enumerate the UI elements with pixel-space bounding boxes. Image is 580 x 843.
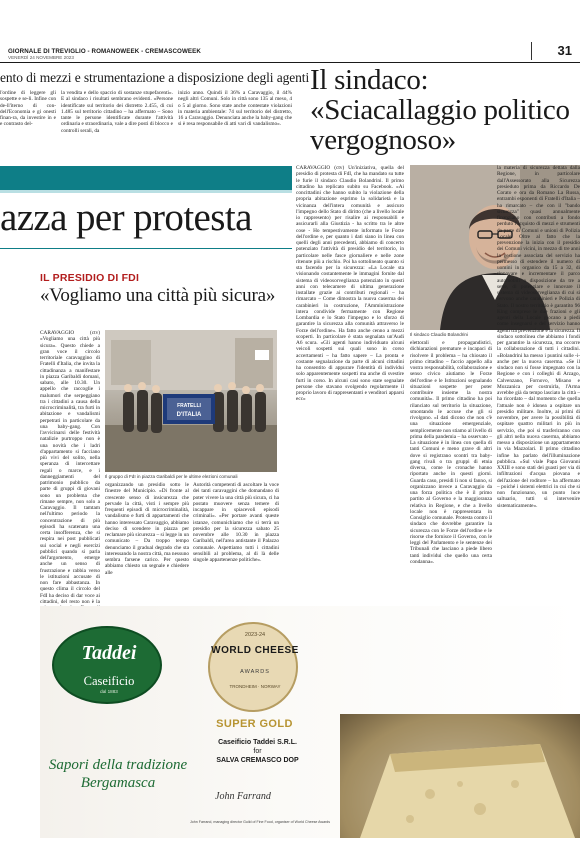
continuing-col-1-text: l'ordine di leggere gli sospette e se-li. Infine con de-ll'iterno di con-dell'Economia e gi onesti finan-ra, da investire in e e contrasto del- [0, 90, 56, 128]
world-cheese-awards-seal [208, 622, 298, 712]
protest-col-2-text: organizzando un presidio sotto le finestre del Municipio. «Di fronte al crescente senso di insicurezza che pervade la città, visti i sempre più frequenti episodi di microcriminalità, vandalismo e furti di appartamenti che hanno interessato Caravaggio, abbiamo deciso di scendere in piazza per reclamare più sicurezza – si legge in un comunicato – Da troppo tempo denunciamo il gradual degrado che sta interessando la nostra città, ma nessuno sembra farsene carico. Per questo abbiamo chiesto un segnale e chiedere alle [105, 482, 189, 576]
taddei-advertisement[interactable] [40, 606, 580, 838]
taddei-logo [52, 626, 162, 704]
protest-big-headline: azza per protesta [0, 196, 252, 239]
ad-product: SALVA CREMASCO DOP [216, 757, 299, 764]
protest-col-2 [105, 482, 189, 602]
sindaco-col-3 [497, 165, 580, 603]
continuing-headline: ento di mezzi e strumentazione a disposizione degli agenti [0, 70, 310, 85]
protest-col-3 [193, 482, 279, 602]
protest-kicker: IL PRESIDIO DI FDI [40, 272, 140, 284]
fdi-group-photo [105, 330, 277, 472]
award-location: TRONDHEIM · NORWAY [229, 684, 281, 689]
logo-since: dal 1883 [100, 689, 118, 694]
sindaco-col-1 [296, 165, 404, 603]
logo-brand: Taddei [81, 642, 137, 664]
protest-col-1 [40, 330, 100, 605]
header-rule [0, 62, 580, 63]
fdi-photo-illustration [105, 330, 277, 472]
award-year: 2023-24 [244, 632, 266, 638]
sindaco-col-1-text: CARAVAGGIO (ctv) Un'iniziativa, quella del presidio di protesta di FdI, che ha mandato su tutte le furie il sindaco Claudio Bolandrini. Il primo cittadino ha replicato subito su Facebook. «Ai concittadini che hanno subito la violazione della propria abitazione esprimo la solidarietà e la vicinanza dell'intera comunità e assicuro l'impegno dello Stato di diritto (che a livello locale io rappresento) per risalire ai responsabili e assicurarli alla Giustizia - ha scritto tra le altre cose - Ho tempestivamente informato le Forze dell'ordine e, per quanto i dati siano in linea con quelli degli anni precedenti, abbiamo di concerto potenziato l'attività di presidio del territorio, in particolare nelle fasce giornaliere e nelle zone ritenute più a rischio. Poi ha sottolineato quanto si sta facendo per la sicurezza: «La Locale sta visionando costantemente le immagini fornite dal sistema di videosorveglianza potenziato in questi anni con telecamere di ultima generazione installate grazie ai contributi regionali – ha rimarcato – Come dimostra la nuova caserma dei carabinieri in costruzione, l'Amministrazione intera condivide fermamente con Regione Lombardia e lo Stato l'impegno e lo sforzo di garantire la sicurezza alla comunità attraverso le Forze dell'ordine». Ha fatto anche cenno a mezzi scoperti. In particolare è stata segnalata un'Audi A6 scura. «Gli agenti hanno individuato alcuni veicoli sospetti sui quali sono in corso accertamenti – ha fatto sapere – La pronta e costante segnalazione da parte di alcuni cittadini ha consentito di appurare l'identità di individui solo apparentemente sospetti ma anche di svestire furti in corso. In alcuni casi sono state segnalate persone che stavano svolgendo regolarmente il proprio lavoro di rappresentanti e venditori apparsi ecc» [296, 165, 404, 403]
ad-for: for [253, 748, 262, 755]
protest-col-1-text: CARAVAGGIO (ctv) «Vogliamo una città più sicura». Questo chiede a gran voce il circolo territoriale caravaggino di Fratelli d'Italia, che invita la cittadinanza a manifestare in piazza Garibaldi domani, sabato, alle 10.30. Un appello che raccoglie i malumori che serpeggiano tra i cittadini a causa della microcriminalità, tra furti in abitazione e vandalismi perpetrati in particolare da una baby-gang. Con l'avvicinarsi delle festività natalizie purtroppo non è una novità che i ladri d'appartamento si facciano più vivi del solito, nella speranza di intercettare regali o marce, e i danneggiamenti del patrimonio pubblico da parte di gruppi di giovani sono un problema che rimane sempre, non solo a Caravaggio. Il tamtam nell'ultimo periodo la concentrazione di più episodi ha scatenato una certa insofferenza, che si respira nei post pubblicati sui social e negli esercizi pubblici quando si parla dell'argomento, emerge anche un senso di frustrazione e rabbia verso le istituzioni accusate di non fare abbastanza. In questo clima il circolo del FdI ha deciso di dar voce ai cittadini, del resto non è la [40, 330, 100, 605]
award-name: WORLD CHEESE [211, 645, 299, 656]
page-number: 31 [557, 43, 572, 58]
issue-date: VENERDÌ 24 NOVEMBRE 2023 [8, 55, 74, 60]
ad-small-print: John Farrand, managing director Guild of Fine Food, organiser of World Cheese Awards [190, 820, 331, 824]
continuing-col-2 [61, 90, 173, 160]
award-word: AWARDS [240, 669, 270, 675]
sindaco-headline: Il sindaco: «Sciacallaggio politico vergognoso» [310, 64, 570, 156]
logo-sub: Caseificio [83, 674, 135, 688]
sindaco-col-2 [410, 340, 492, 602]
headline-rule [0, 248, 292, 249]
publication-name: GIORNALE DI TREVIGLIO - ROMANOWEEK - CREMASCOWEEK [8, 48, 201, 55]
ad-slogan: Sapori della tradizione Bergamasca [48, 757, 188, 791]
cheese-illustration [340, 714, 580, 838]
ad-signature: John Farrand [215, 791, 271, 802]
protest-subtitle: «Vogliamo una città più sicura» [40, 285, 276, 306]
continuing-col-3 [178, 90, 292, 160]
sindaco-col-2-text: elettorali e propagandistici, dichiarazioni premature e incapaci di risolvere il problema – ha chiosato il primo cittadino – faccio appello alla vostra responsabilità, collaborazione e senso civico aiutiamo le Forze dell'ordine e le Istituzioni segnalando situazioni sospette per poter contribuire insieme la nostra comunità». Il primo cittadino ha poi rilanciato sul territorio la situazione, smontando le accuse che gli si rivolgono. «I dati dicono che non c'è una situazione emergenziale, semplicemente non stiamo al livello di prima della pandemia – ha osservato – La situazione è in linea con quella di tanti Comuni e meno grave di altri dove si registrano scontri tra baby-gang rivali o tra gruppi di etnia diversa, come le cronache hanno riportato anche in questi giorni. Guarda caso, presidi li non si fanno, si organizzano invece a Caravaggio da una forza politica che è il primo partito al Governo e la maggioranza relativa in Regione, e che a livello locale non è rappresentata in Consiglio comunale. Protesta contro il sindaco che dovrebbe garantire la sicurezza con le Forze dell'ordine e le risorse che fornisce il Governo, con le leggi del Parlamento e le sentenze dei Tribunali che lasciano a piede libero tanti individui che quello una certa condanna». [410, 340, 492, 565]
svg-text:FRATELLI: FRATELLI [177, 403, 201, 409]
ad-company-block [190, 738, 325, 765]
page-number-divider [531, 42, 532, 60]
ad-company: Caseificio Taddei S.R.L. [218, 739, 297, 746]
sindaco-col-3-text: la materia di sicurezza dettata dalla Regione, in particolare dall'Assessorato alla Sicurezza presieduto prima da Riccardo De Corato e ora da Romano La Russa, entrambi esponenti di Fratelli d'Italia – ha rimarcato – che con il "bando sicurezza" quasi annualmente finanziano con contributi a fondo perduto l'acquisto di mezzi e strumenti da parte di Comuni e unioni di Polizia Locale. Oltre al fatto che la prevenzione la inizia con il presidio dei Comuni vicini, in mezzo di tre anni la gestione associata del servizio ha permesso di estendere il numero di uomini in organico da 15 a 32, di rinnovare e incrementare il parco automobili a disposizione da tre a sette, di potenziare e innovare il sistema di videosorveglianza di cui si servono anche carabinieri e Polizia di Stato. Il nostro territorio è garantito 96 King comprese le due frazioni e gli agenti della Locale giocano a piedi come insegnarsi e del servizio hanno agenti tra prevenzione e la sicurezza. Il sindaco sottolinea che abbiamo i fondi per garantire la sicurezza, ma occorre la collaborazione di tutti i cittadini. «Bolandrini ha messo i puntini sulle -i- anche per la nuova caserma. «Se il sindaco non si fosse impegnato con la Regione e con i colleghi di Arzago, Calvenzano, Fornovo, Misano e Mozzanica per costruirla, l'Arma avrebbe già da tempo lasciato la città – ha ricordato – dal momento che quella l'attuale non è idonea a ospitare un presidio militare. Inoltre, ai primi di novembre, per avere la possibilità di ospitare quattro militari in più in servizio, che poi si trasferiranno con gli altri nella nuova caserma, abbiamo messo a disposizione un appartamento in via Mazzolari. Il primo cittadino infine ha parlato dell'illuminazione pubblica. «Sul viale Papa Giovanni XXIII e sono stati dei guasti per via di infiltrazioni d'acqua piovana e dell'azione del roditore – ha affermato – poiché i sistemi elettrici in cui che si non funzionano, un punto luce saltuario, tutti si intervenire sistematicamente». [497, 165, 580, 509]
continuing-col-3-text: inizio anno. Quindi il 36% a Caravaggio, il 44% negli altri Comuni. Solo in città sono 135 al meso, 4 o 5 al giorno. Sono state anche contestate violazioni in materia ambientale: 74 sul territorio del distretto, 16 a Caravaggio. Denunciata anche la baby-gang che si è resa responsabile di atti vari di vandalismo». [178, 90, 292, 128]
continuing-col-1 [0, 90, 56, 160]
award-level: SUPER GOLD [216, 718, 293, 730]
fdi-photo-caption: Il gruppo di FdI in piazza Garibaldi per le ultime elezioni comunali [105, 474, 238, 479]
teal-banner [0, 166, 292, 190]
protest-col-3-text: Autorità competenti di ascoltare la voce dei tanti caravaggini che domandano di poter vivere la una città più sicura, ci ha postato muovere senza temere di incappare in spiacevoli episodi criminali». «Per portare avanti queste istanze, comunichiamo che si terrà un presidio per la sicurezza sabato 25 novembre alle 10.30 in piazza Garibaldi, nell'area antistante il Palazzo comunale. Aspettiamo tutti i cittadini sensibili al problema, al di là delle singole appartenenze politiche». [193, 482, 279, 563]
continuing-col-2-text: la vendita e dello spaccio di sostanze stupefacenti». E al sindaco i risultati sembrano evidenti. «Persone identificate sul territorio dei distretto 2.455, di cui 1.485 sul territorio cittadino – ha affermato – Sono tante le persone identificate durante l'attività ordinaria e straordinaria, vale a dire posti di blocco e controlli serali, da [61, 90, 173, 134]
cheese-photo [340, 714, 580, 838]
svg-text:D'ITALIA: D'ITALIA [176, 412, 202, 418]
sindaco-photo-caption: Il sindaco Claudio Bolandrini [410, 332, 468, 337]
